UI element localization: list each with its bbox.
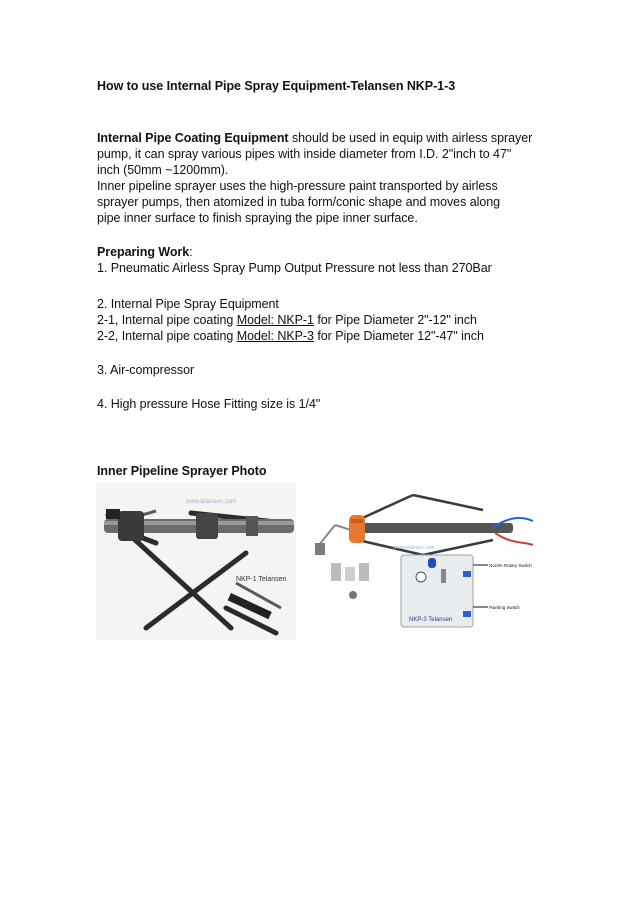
preparing-colon: : <box>189 245 193 259</box>
painting-switch-label: Painting Switch <box>489 605 520 610</box>
preparing-section <box>97 244 492 276</box>
equipment-sub-2 <box>97 328 484 344</box>
item-4: 4. High pressure Hose Fitting size is 1/4" <box>97 397 321 411</box>
nkp-1-illustration <box>96 483 296 640</box>
intro-line-4: Inner pipeline sprayer uses the high-pressure paint transported by airless <box>97 179 498 193</box>
nkp-3-illustration <box>313 485 535 635</box>
equipment-item-2: 2. Internal Pipe Spray Equipment <box>97 297 279 311</box>
intro-paragraph <box>97 130 532 226</box>
preparing-item-1: 1. Pneumatic Airless Spray Pump Output Pressure not less than 270Bar <box>97 261 492 275</box>
nkp-1-label: NKP-1 Telansen <box>236 576 287 583</box>
equipment-sub-1-suffix: for Pipe Diameter 2"-12" inch <box>313 313 477 327</box>
intro-line-1 <box>97 130 532 146</box>
preparing-heading: Preparing Work <box>97 245 190 259</box>
nkp-3-photo <box>313 485 535 635</box>
intro-line-3: inch (50mm ~1200mm). <box>97 163 229 177</box>
equipment-sub-2-prefix: 2-2, Internal pipe coating <box>97 329 237 343</box>
nkp-1-photo <box>96 483 296 640</box>
intro-bold-lead: Internal Pipe Coating Equipment <box>97 131 289 145</box>
intro-line-2: pump, it can spray various pipes with inside diameter from I.D. 2"inch to 47" <box>97 147 512 161</box>
document-title: How to use Internal Pipe Spray Equipment-Telansen NKP-1-3 <box>97 79 456 93</box>
model-nkp-1-link[interactable]: Model: NKP-1 <box>236 313 314 327</box>
preparing-heading-line <box>97 244 492 260</box>
equipment-sub-1 <box>97 312 484 328</box>
equipment-section <box>97 296 484 344</box>
nkp-3-watermark: www.telansen.com <box>393 545 435 551</box>
model-nkp-3-link[interactable]: Model: NKP-3 <box>236 329 314 343</box>
nkp-3-label: NKP-3 Telansen <box>409 617 453 623</box>
nozzle-rotary-switch-label: Nozzle Rotary Switch <box>489 563 532 568</box>
intro-line-1-rest: should be used in equip with airless sprayer <box>288 131 533 145</box>
equipment-sub-2-suffix: for Pipe Diameter 12"-47" inch <box>313 329 484 343</box>
equipment-sub-1-prefix: 2-1, Internal pipe coating <box>97 313 237 327</box>
nkp-1-watermark: www.telansen.com <box>186 499 237 505</box>
intro-line-6: pipe inner surface to finish spraying the pipe inner surface. <box>97 211 418 225</box>
photo-heading: Inner Pipeline Sprayer Photo <box>97 464 267 478</box>
intro-line-5: sprayer pumps, then atomized in tuba form/conic shape and moves along <box>97 195 501 209</box>
item-3: 3. Air-compressor <box>97 363 195 377</box>
